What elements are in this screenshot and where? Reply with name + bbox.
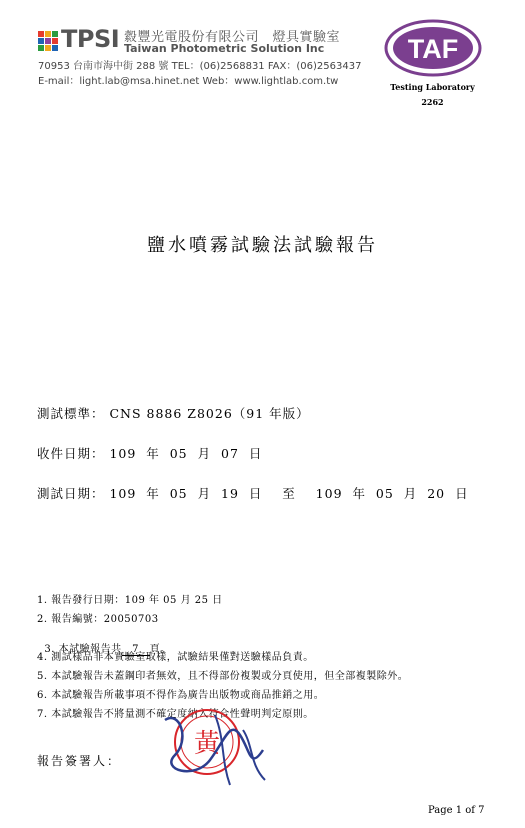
signer-label: 報告簽署人： xyxy=(37,754,122,768)
logo-square xyxy=(38,31,44,37)
report-title: 鹽水噴霧試驗法試驗報告 xyxy=(147,235,378,256)
note-page-count-value: 7 xyxy=(122,644,150,656)
taf-number: 2262 xyxy=(421,97,444,107)
logo-square xyxy=(52,31,58,37)
page-indicator: Page 1 of 7 xyxy=(428,805,485,816)
taf-logo-text: TAF xyxy=(407,34,459,64)
test-standard: 測試標準： CNS 8886 Z8026（91 年版） xyxy=(37,406,310,421)
note-sample: 4. 測試樣品非本實驗室取樣，試驗結果僅對送驗樣品負責。 xyxy=(37,652,314,663)
test-date: 測試日期： 109 年 05 月 19 日 至 109 年 05 月 20 日 xyxy=(37,486,469,501)
logo-square xyxy=(52,38,58,44)
note-report-number: 2. 報告編號：20050703 xyxy=(37,614,159,625)
tpsi-logo-icon xyxy=(38,31,58,51)
taf-logo-icon xyxy=(383,18,483,78)
contact-line: E-mail：light.lab@msa.hinet.net Web：www.lightlab.com.tw xyxy=(38,76,339,87)
taf-caption: Testing Laboratory xyxy=(390,82,475,92)
signature-seal-icon xyxy=(155,700,275,795)
note-page-count-suffix: 頁。 xyxy=(149,644,171,655)
note-advertising: 6. 本試驗報告所載事項不得作為廣告出版物或商品推銷之用。 xyxy=(37,690,325,701)
logo-square xyxy=(45,31,51,37)
address-line: 70953 台南市海中街 288 號 TEL：(06)2568831 FAX：(06)2563437 xyxy=(38,61,362,72)
logo-text: TPSI xyxy=(61,25,120,53)
logo-square xyxy=(52,45,58,51)
note-issue-date: 1. 報告發行日期：109 年 05 月 25 日 xyxy=(37,595,223,606)
logo-square xyxy=(45,38,51,44)
note-copy: 5. 本試驗報告未蓋鋼印者無效，且不得部份複製或分頁使用，但全部複製除外。 xyxy=(37,671,409,682)
company-name-en: Taiwan Photometric Solution Inc xyxy=(124,42,325,55)
company-name-cn: 縠豐光電股份有限公司 燈具實驗室 xyxy=(124,30,341,45)
logo-square xyxy=(38,45,44,51)
note-uncertainty: 7. 本試驗報告不將量測不確定度納入符合性聲明判定原則。 xyxy=(37,709,314,720)
logo-square xyxy=(45,45,51,51)
logo-square xyxy=(38,38,44,44)
seal-name: 黃 xyxy=(193,729,221,759)
received-date: 收件日期： 109 年 05 月 07 日 xyxy=(37,446,263,461)
note-page-count-prefix: 3. 本試驗報告共 xyxy=(44,644,122,655)
